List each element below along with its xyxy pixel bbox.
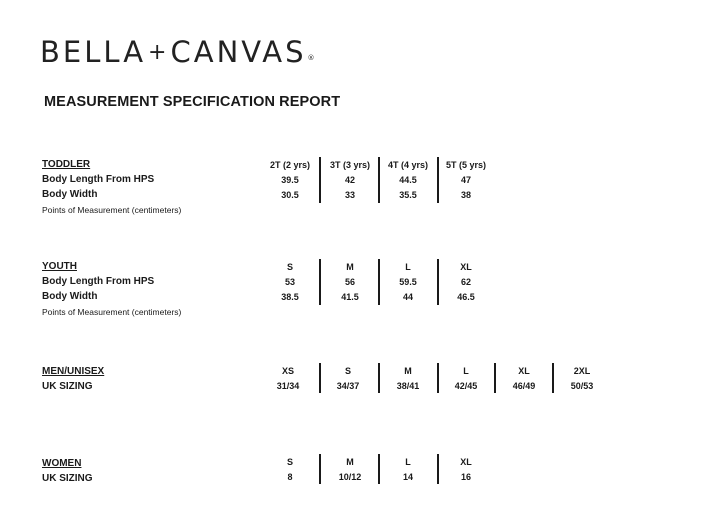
toddler-size-header: 3T (3 yrs) — [329, 160, 371, 170]
youth-size-header: S — [286, 262, 293, 272]
men-uk-sizing-label: UK SIZING — [42, 381, 93, 392]
men-size-header: XL — [518, 366, 530, 376]
toddler-size-header: 4T (4 yrs) — [387, 160, 429, 170]
report-title: MEASUREMENT SPECIFICATION REPORT — [44, 94, 341, 110]
youth-body-length-value: 56 — [344, 277, 355, 287]
toddler-heading: TODDLER — [42, 159, 91, 170]
women-size-header: S — [286, 457, 293, 467]
women-size-header: L — [405, 457, 411, 467]
youth-body-width-value: 46.5 — [457, 292, 475, 302]
youth-heading: YOUTH — [42, 261, 77, 272]
toddler-size-header: 2T (2 yrs) — [269, 160, 311, 170]
column-divider — [437, 259, 439, 305]
column-divider — [378, 157, 380, 203]
toddler-size-header: 5T (5 yrs) — [445, 160, 487, 170]
women-uk-sizing-value: 16 — [460, 472, 471, 482]
column-divider — [437, 157, 439, 203]
column-divider — [437, 363, 439, 393]
youth-body-length-value: 62 — [460, 277, 471, 287]
youth-note: Points of Measurement (centimeters) — [42, 307, 182, 317]
women-uk-sizing-label: UK SIZING — [42, 473, 93, 484]
youth-body-width-value: 44 — [402, 292, 413, 302]
men-heading: MEN/UNISEX — [42, 366, 105, 377]
men-uk-sizing-value: 42/45 — [454, 381, 478, 391]
women-uk-sizing-value: 8 — [287, 472, 293, 482]
toddler-body-length-value: 42 — [344, 175, 355, 185]
column-divider — [437, 454, 439, 484]
brand-logo — [40, 34, 315, 70]
toddler-body-width-value: 33 — [344, 190, 355, 200]
toddler-body-width-value: 38 — [460, 190, 471, 200]
women-size-header: XL — [460, 457, 472, 467]
logo-plus: + — [148, 39, 167, 65]
column-divider — [319, 157, 321, 203]
youth-body-length-value: 53 — [284, 277, 295, 287]
men-size-header: L — [463, 366, 469, 376]
men-uk-sizing-value: 34/37 — [336, 381, 360, 391]
men-uk-sizing-value: 46/49 — [512, 381, 536, 391]
toddler-note: Points of Measurement (centimeters) — [42, 205, 182, 215]
men-size-header: M — [404, 366, 412, 376]
youth-body-length-label: Body Length From HPS — [42, 276, 155, 287]
youth-size-header: M — [346, 262, 354, 272]
youth-body-width-value: 41.5 — [341, 292, 359, 302]
toddler-body-length-value: 39.5 — [281, 175, 299, 185]
youth-body-width-value: 38.5 — [281, 292, 299, 302]
logo-registered-mark: ® — [307, 54, 315, 62]
youth-size-header: XL — [460, 262, 472, 272]
toddler-body-width-label: Body Width — [42, 189, 98, 200]
column-divider — [319, 454, 321, 484]
column-divider — [319, 259, 321, 305]
logo-bella: BELLA — [40, 35, 147, 69]
youth-body-width-label: Body Width — [42, 291, 98, 302]
men-size-header: S — [344, 366, 351, 376]
women-uk-sizing-value: 10/12 — [338, 472, 362, 482]
toddler-body-width-value: 30.5 — [281, 190, 299, 200]
column-divider — [378, 363, 380, 393]
men-size-header: 2XL — [573, 366, 591, 376]
youth-body-length-value: 59.5 — [399, 277, 417, 287]
toddler-body-length-label: Body Length From HPS — [42, 174, 155, 185]
toddler-body-length-value: 47 — [460, 175, 471, 185]
column-divider — [494, 363, 496, 393]
men-uk-sizing-value: 38/41 — [396, 381, 420, 391]
logo-canvas: CANVAS — [170, 35, 307, 69]
women-size-header: M — [346, 457, 354, 467]
women-heading: WOMEN — [42, 458, 82, 469]
youth-size-header: L — [405, 262, 411, 272]
toddler-body-length-value: 44.5 — [399, 175, 417, 185]
column-divider — [378, 259, 380, 305]
column-divider — [552, 363, 554, 393]
men-size-header: XS — [281, 366, 294, 376]
men-uk-sizing-value: 50/53 — [570, 381, 594, 391]
toddler-body-width-value: 35.5 — [399, 190, 417, 200]
women-uk-sizing-value: 14 — [402, 472, 413, 482]
column-divider — [378, 454, 380, 484]
column-divider — [319, 363, 321, 393]
men-uk-sizing-value: 31/34 — [276, 381, 300, 391]
